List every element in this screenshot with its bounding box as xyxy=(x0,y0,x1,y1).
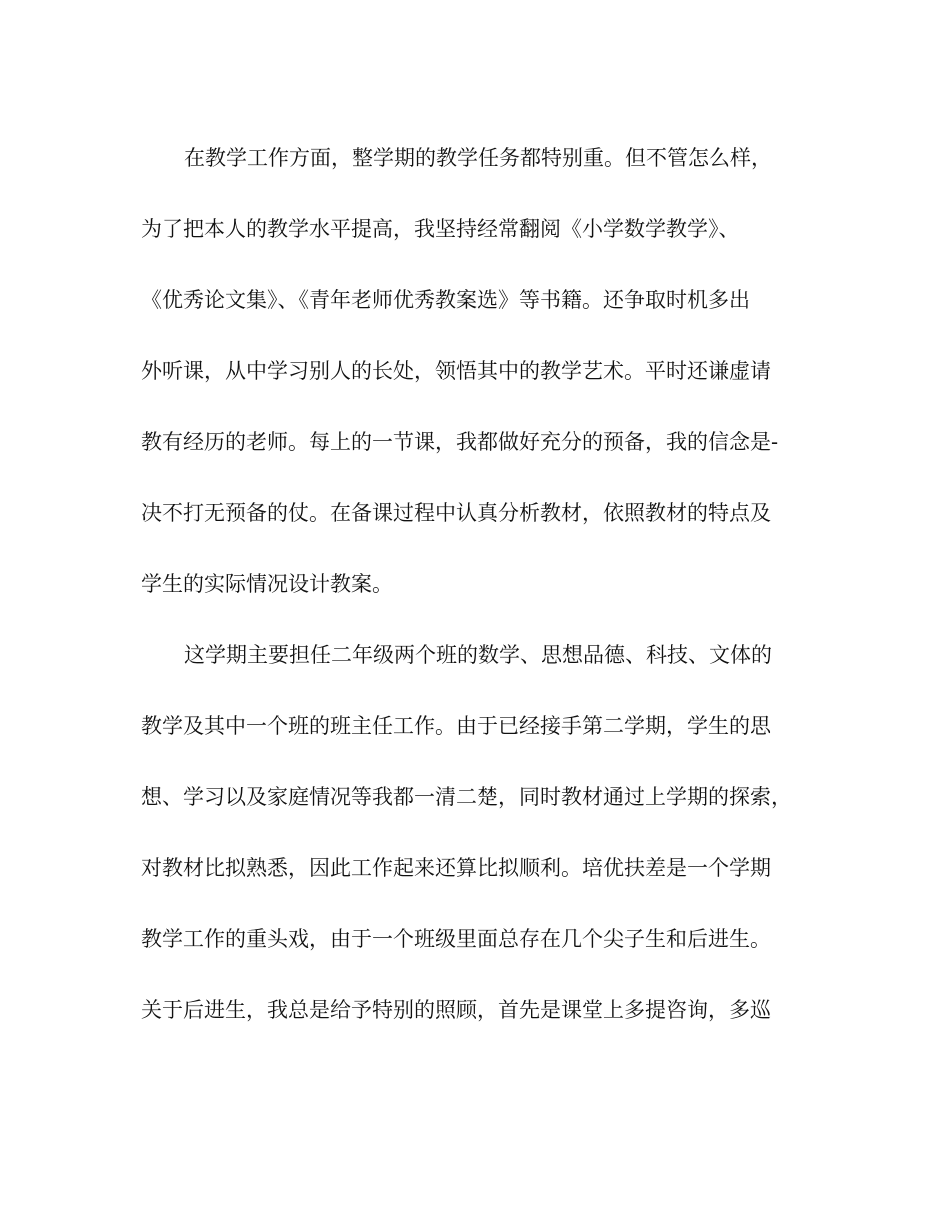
text-line: 这学期主要担任二年级两个班的数学、思想品德、科技、文体的 xyxy=(184,643,772,667)
text-line: 学生的实际情况设计教案。 xyxy=(141,572,393,596)
text-line: 对教材比拟熟悉，因此工作起来还算比拟顺利。培优扶差是一个学期 xyxy=(141,856,771,880)
text-line: 外听课，从中学习别人的长处，领悟其中的教学艺术。平时还谦虚请 xyxy=(141,359,771,383)
text-line: 关于后进生，我总是给予特别的照顾，首先是课堂上多提咨询，多巡 xyxy=(141,998,771,1022)
text-line: 教学及其中一个班的班主任工作。由于已经接手第二学期，学生的思 xyxy=(141,714,771,738)
text-line: 在教学工作方面，整学期的教学任务都特别重。但不管怎么样， xyxy=(184,146,772,170)
text-line: 教有经历的老师。每上的一节课，我都做好充分的预备，我的信念是- xyxy=(141,430,779,454)
text-line: 决不打无预备的仗。在备课过程中认真分析教材，依照教材的特点及 xyxy=(141,501,771,525)
text-line: 为了把本人的教学水平提高，我坚持经常翻阅《小学数学教学》、 xyxy=(141,217,740,241)
text-line: 想、学习以及家庭情况等我都一清二楚，同时教材通过上学期的探索， xyxy=(141,785,792,809)
text-line: 《优秀论文集》、《青年老师优秀教案选》等书籍。还争取时机多出 xyxy=(141,288,750,312)
text-line: 教学工作的重头戏，由于一个班级里面总存在几个尖子生和后进生。 xyxy=(141,927,771,951)
